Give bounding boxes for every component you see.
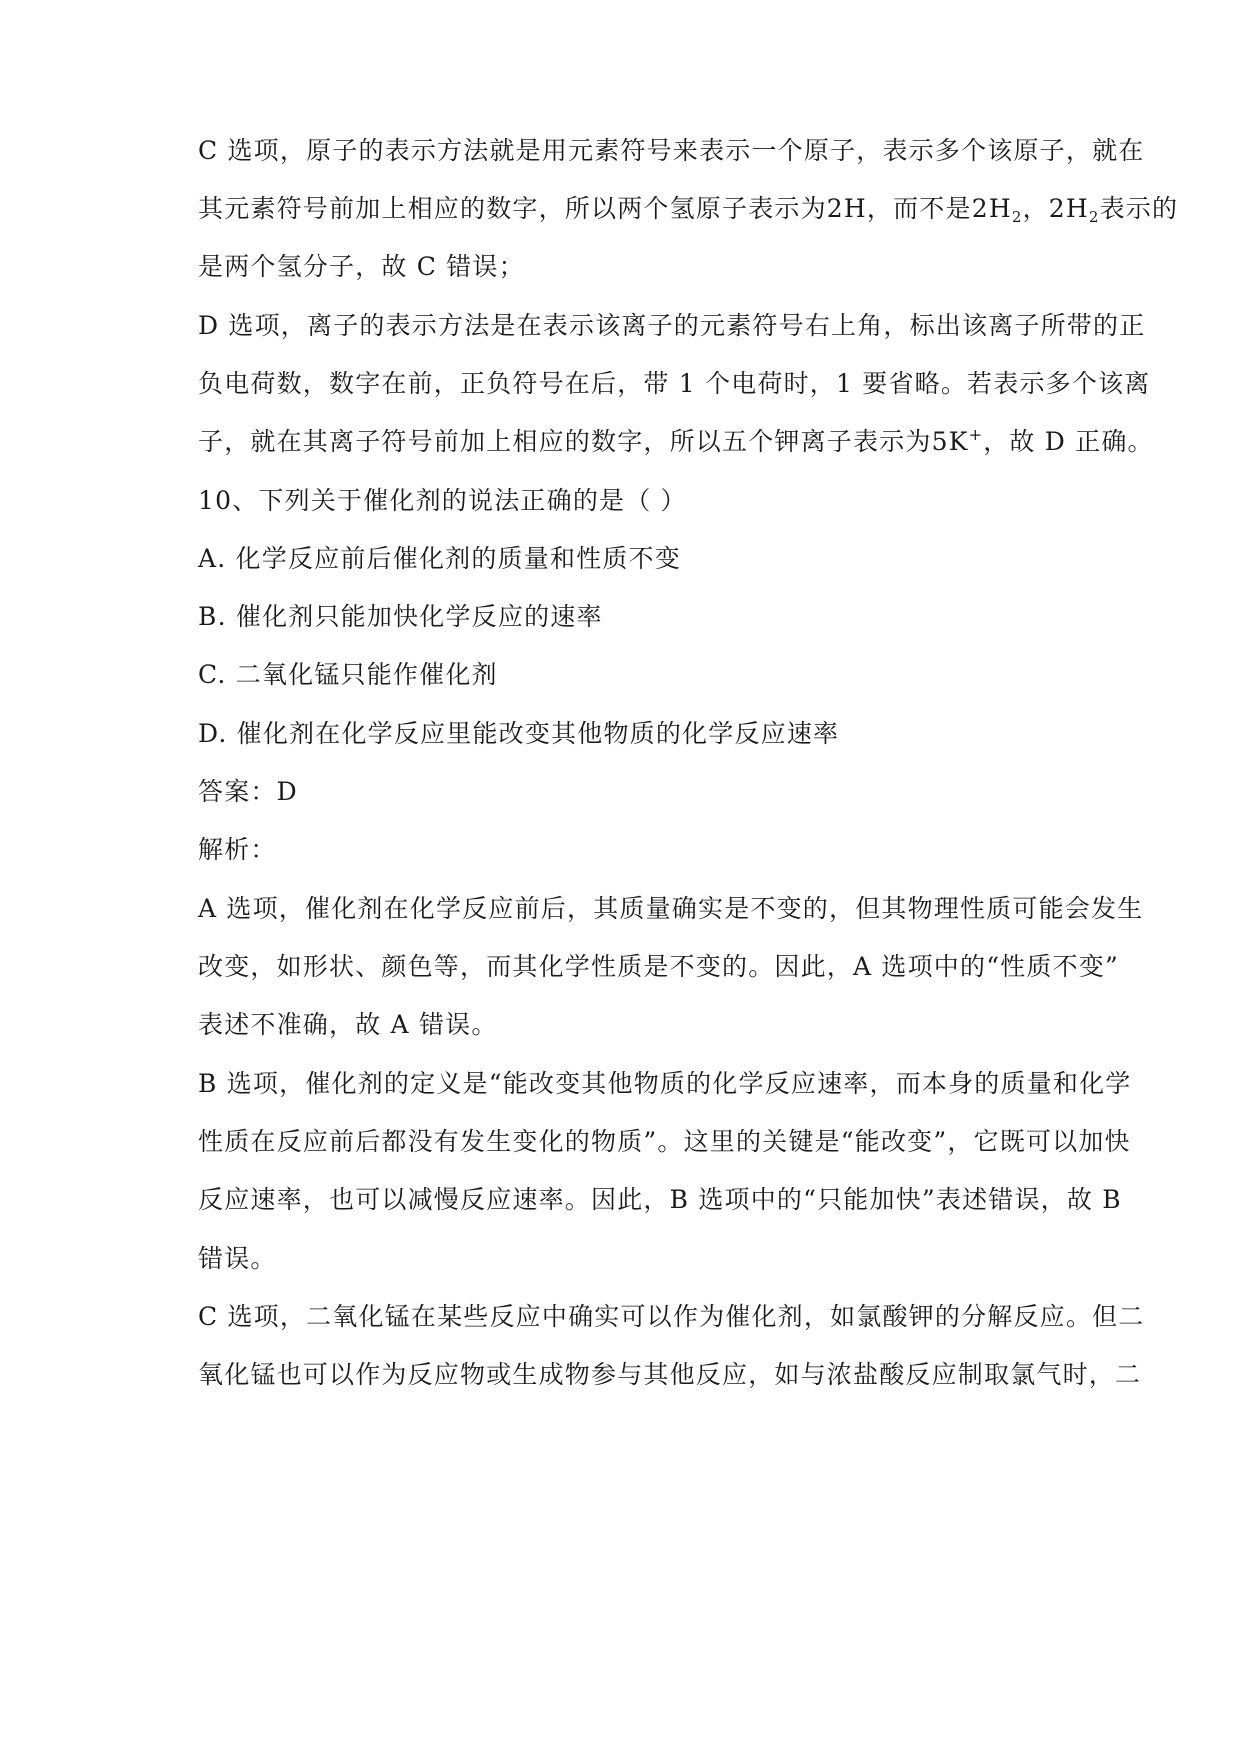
text-line-with-subscripts (198, 194, 1179, 226)
text-line: 是两个氢分子，故 C 错误； (198, 252, 525, 281)
analysis-label: 解析： (198, 835, 277, 864)
option-a: A. 化学反应前后催化剂的质量和性质不变 (198, 544, 681, 573)
option-d: D. 催化剂在化学反应里能改变其他物质的化学反应速率 (198, 719, 840, 748)
superscript: + (968, 425, 984, 444)
text-segment: ，故 D 正确。 (983, 427, 1154, 456)
text-line: 表述不准确，故 A 错误。 (198, 1010, 498, 1039)
text-segment: 其元素符号前加上相应的数字，所以两个氢原子表示为2H，而不是2H (198, 194, 1012, 223)
option-c: C. 二氧化锰只能作催化剂 (198, 660, 498, 689)
text-segment: 子，就在其离子符号前加上相应的数字，所以五个钾离子表示为5K (198, 427, 969, 456)
text-line: 氧化锰也可以作为反应物或生成物参与其他反应，如与浓盐酸反应制取氯气时，二 (198, 1360, 1142, 1389)
subscript: 2 (1011, 208, 1023, 226)
text-line: 性质在反应前后都没有发生变化的物质”。这里的关键是“能改变”，它既可以加快 (198, 1127, 1131, 1156)
text-line: D 选项，离子的表示方法是在表示该离子的元素符号右上角，标出该离子所带的正 (198, 311, 1146, 340)
option-b: B. 催化剂只能加快化学反应的速率 (198, 602, 603, 631)
text-line: 负电荷数，数字在前，正负符号在后，带 1 个电荷时，1 要省略。若表示多个该离 (198, 369, 1151, 398)
text-line: 反应速率，也可以减慢反应速率。因此，B 选项中的“只能加快”表述错误，故 B (198, 1185, 1122, 1214)
subscript: 2 (1088, 208, 1100, 226)
text-line: A 选项，催化剂在化学反应前后，其质量确实是不变的，但其物理性质可能会发生 (198, 894, 1144, 923)
text-line: 错误。 (198, 1244, 277, 1273)
question-stem: 10、下列关于催化剂的说法正确的是（ ） (198, 486, 687, 515)
text-segment: ，2H (1022, 194, 1089, 223)
text-line-with-superscript (198, 425, 1154, 457)
text-line: 改变，如形状、颜色等，而其化学性质是不变的。因此，A 选项中的“性质不变” (198, 952, 1119, 981)
text-line: C 选项，二氧化锰在某些反应中确实可以作为催化剂，如氯酸钾的分解反应。但二 (198, 1302, 1145, 1331)
text-segment: 表示的 (1099, 194, 1179, 223)
answer: 答案：D (198, 777, 298, 806)
text-line: C 选项，原子的表示方法就是用元素符号来表示一个原子，表示多个该原子，就在 (198, 136, 1145, 165)
text-line: B 选项，催化剂的定义是“能改变其他物质的化学反应速率，而本身的质量和化学 (198, 1069, 1132, 1098)
